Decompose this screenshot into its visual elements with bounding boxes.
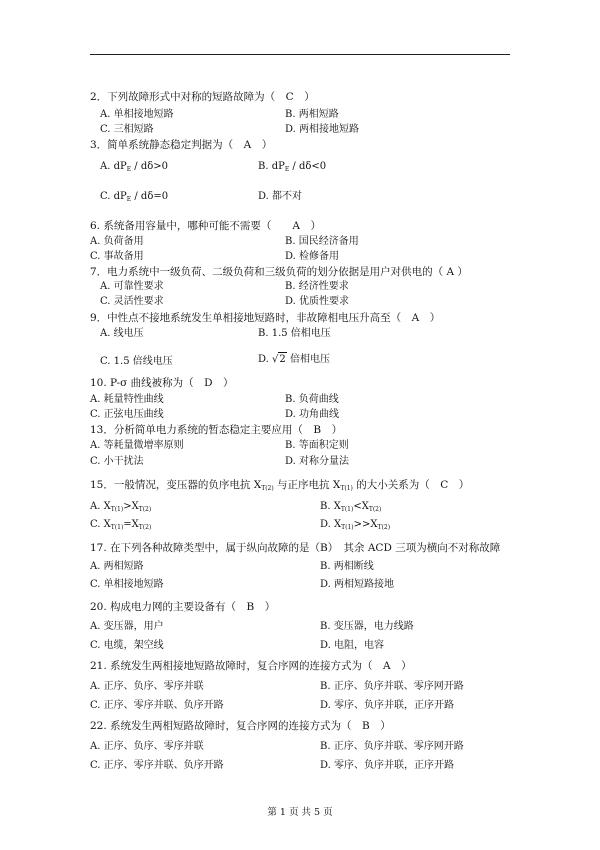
question-20-stem: 20. 构成电力网的主要设备有（ B ） [90, 601, 276, 613]
question-17-option-d: D. 两相短路接地 [320, 579, 395, 590]
question-15-option-c: C. $X_{T(1)}=X_{T(2)}$ [90, 519, 152, 531]
question-17-option-c: C. 单相接地短路 [90, 579, 164, 590]
question-13-stem: 13．分析简单电力系统的暂态稳定主要应用（ B ） [90, 424, 343, 436]
sqrt-symbol: √ [272, 354, 279, 365]
question-7-option-d: D. 优质性要求 [285, 296, 350, 307]
question-3-option-a: A. $dP_E / d\delta>0$ [100, 161, 169, 173]
question-3-option-d: D. 都不对 [258, 191, 303, 202]
question-20-option-a: A. 变压器，用户 [90, 621, 164, 632]
question-6-option-a: A. 负荷备用 [90, 236, 144, 247]
question-2-option-c: C. 三相短路 [100, 124, 154, 135]
question-6-option-d: D. 检修备用 [285, 251, 340, 262]
question-7-option-b: B. 经济性要求 [285, 281, 349, 292]
question-9-stem: 9．中性点不接地系统发生单相接地短路时，非故障相电压升高至（ A ） [90, 312, 441, 324]
question-7-stem: 7．电力系统中一级负荷、二级负荷和三级负荷的划分依据是用户对供电的（ A ） [90, 266, 468, 278]
question-10-option-a: A. 耗量特性曲线 [90, 394, 164, 405]
question-2-option-d: D. 两相接地短路 [285, 124, 360, 135]
question-17-stem: 17. 在下列各种故障类型中，属于纵向故障的是（B） 其余 ACD 三项为横向不对称故障 [90, 542, 501, 554]
question-10-stem: 10. P-σ 曲线被称为（ D ） [90, 377, 234, 389]
question-13-option-b: B. 等面积定则 [285, 440, 349, 451]
question-2-option-b: B. 两相短路 [285, 109, 339, 120]
question-3-stem: 3．简单系统静态稳定判据为（ A ） [90, 139, 273, 151]
question-10-option-d: D. 功角曲线 [285, 409, 340, 420]
question-6-stem: 6. 系统备用容量中，哪种可能不需要（ A ） [90, 220, 321, 232]
question-22-option-c: C. 正序、零序并联、负序开路 [90, 760, 224, 771]
question-2-option-a: A. 单相接地短路 [100, 109, 174, 120]
question-13-option-d: D. 对称分量法 [285, 456, 350, 467]
question-22-stem: 22. 系统发生两相短路故障时，复合序网的连接方式为（ B ） [90, 720, 391, 732]
question-2-stem: 2．下列故障形式中对称的短路故障为（ C ） [90, 91, 315, 103]
question-21-option-d: D. 零序、负序并联，正序开路 [320, 700, 455, 711]
question-21-option-a: A. 正序、负序、零序并联 [90, 681, 204, 692]
question-13-option-c: C. 小干扰法 [90, 456, 144, 467]
question-21-stem: 21. 系统发生两相接地短路故障时，复合序网的连接方式为（ A ） [90, 660, 412, 672]
question-7-option-c: C. 灵活性要求 [100, 296, 164, 307]
question-9-option-a: A. 线电压 [100, 328, 144, 339]
question-22-option-a: A. 正序、负序、零序并联 [90, 741, 204, 752]
question-9-option-b: B. 1.5 倍相电压 [258, 328, 331, 339]
question-20-option-b: B. 变压器，电力线路 [320, 621, 414, 632]
question-9-option-c: C. 1.5 倍线电压 [100, 356, 173, 367]
question-9-option-d: D. √2 倍相电压 [258, 354, 330, 365]
question-3-option-b: B. $dP_E / d\delta<0$ [258, 161, 327, 173]
question-13-option-a: A. 等耗量微增率原则 [90, 440, 184, 451]
question-15-option-d: D. $X_{T(1)}>>X_{T(2)}$ [320, 519, 391, 531]
page-footer: 第 1 页 共 5 页 [267, 807, 333, 818]
question-3-option-c: C. $dP_E / d\delta=0$ [100, 191, 169, 203]
question-21-option-b: B. 正序、负序并联、零序网开路 [320, 681, 464, 692]
question-10-option-c: C. 正弦电压曲线 [90, 409, 164, 420]
question-17-option-a: A. 两相短路 [90, 561, 144, 572]
header-rule [90, 54, 510, 55]
question-15-option-a: A. $X_{T(1)}>X_{T(2)}$ [90, 501, 152, 513]
question-22-option-b: B. 正序、负序并联、零序网开路 [320, 741, 464, 752]
question-15-option-b: B. $X_{T(1)}<X_{T(2)}$ [320, 501, 382, 513]
question-20-option-d: D. 电阻，电容 [320, 640, 385, 651]
question-6-option-b: B. 国民经济备用 [285, 236, 359, 247]
question-6-option-c: C. 事故备用 [90, 251, 144, 262]
question-15-stem: 15．一般情况，变压器的负序电抗 $X_{T(2)}$ 与正序电抗 $X_{T(1)}$ 的大小关系为（ C ） [90, 479, 470, 492]
question-21-option-c: C. 正序、零序并联、负序开路 [90, 700, 224, 711]
question-17-option-b: B. 两相断线 [320, 561, 374, 572]
question-7-option-a: A. 可靠性要求 [100, 281, 164, 292]
question-10-option-b: B. 负荷曲线 [285, 394, 339, 405]
question-20-option-c: C. 电缆，架空线 [90, 640, 164, 651]
question-22-option-d: D. 零序、负序并联，正序开路 [320, 760, 455, 771]
